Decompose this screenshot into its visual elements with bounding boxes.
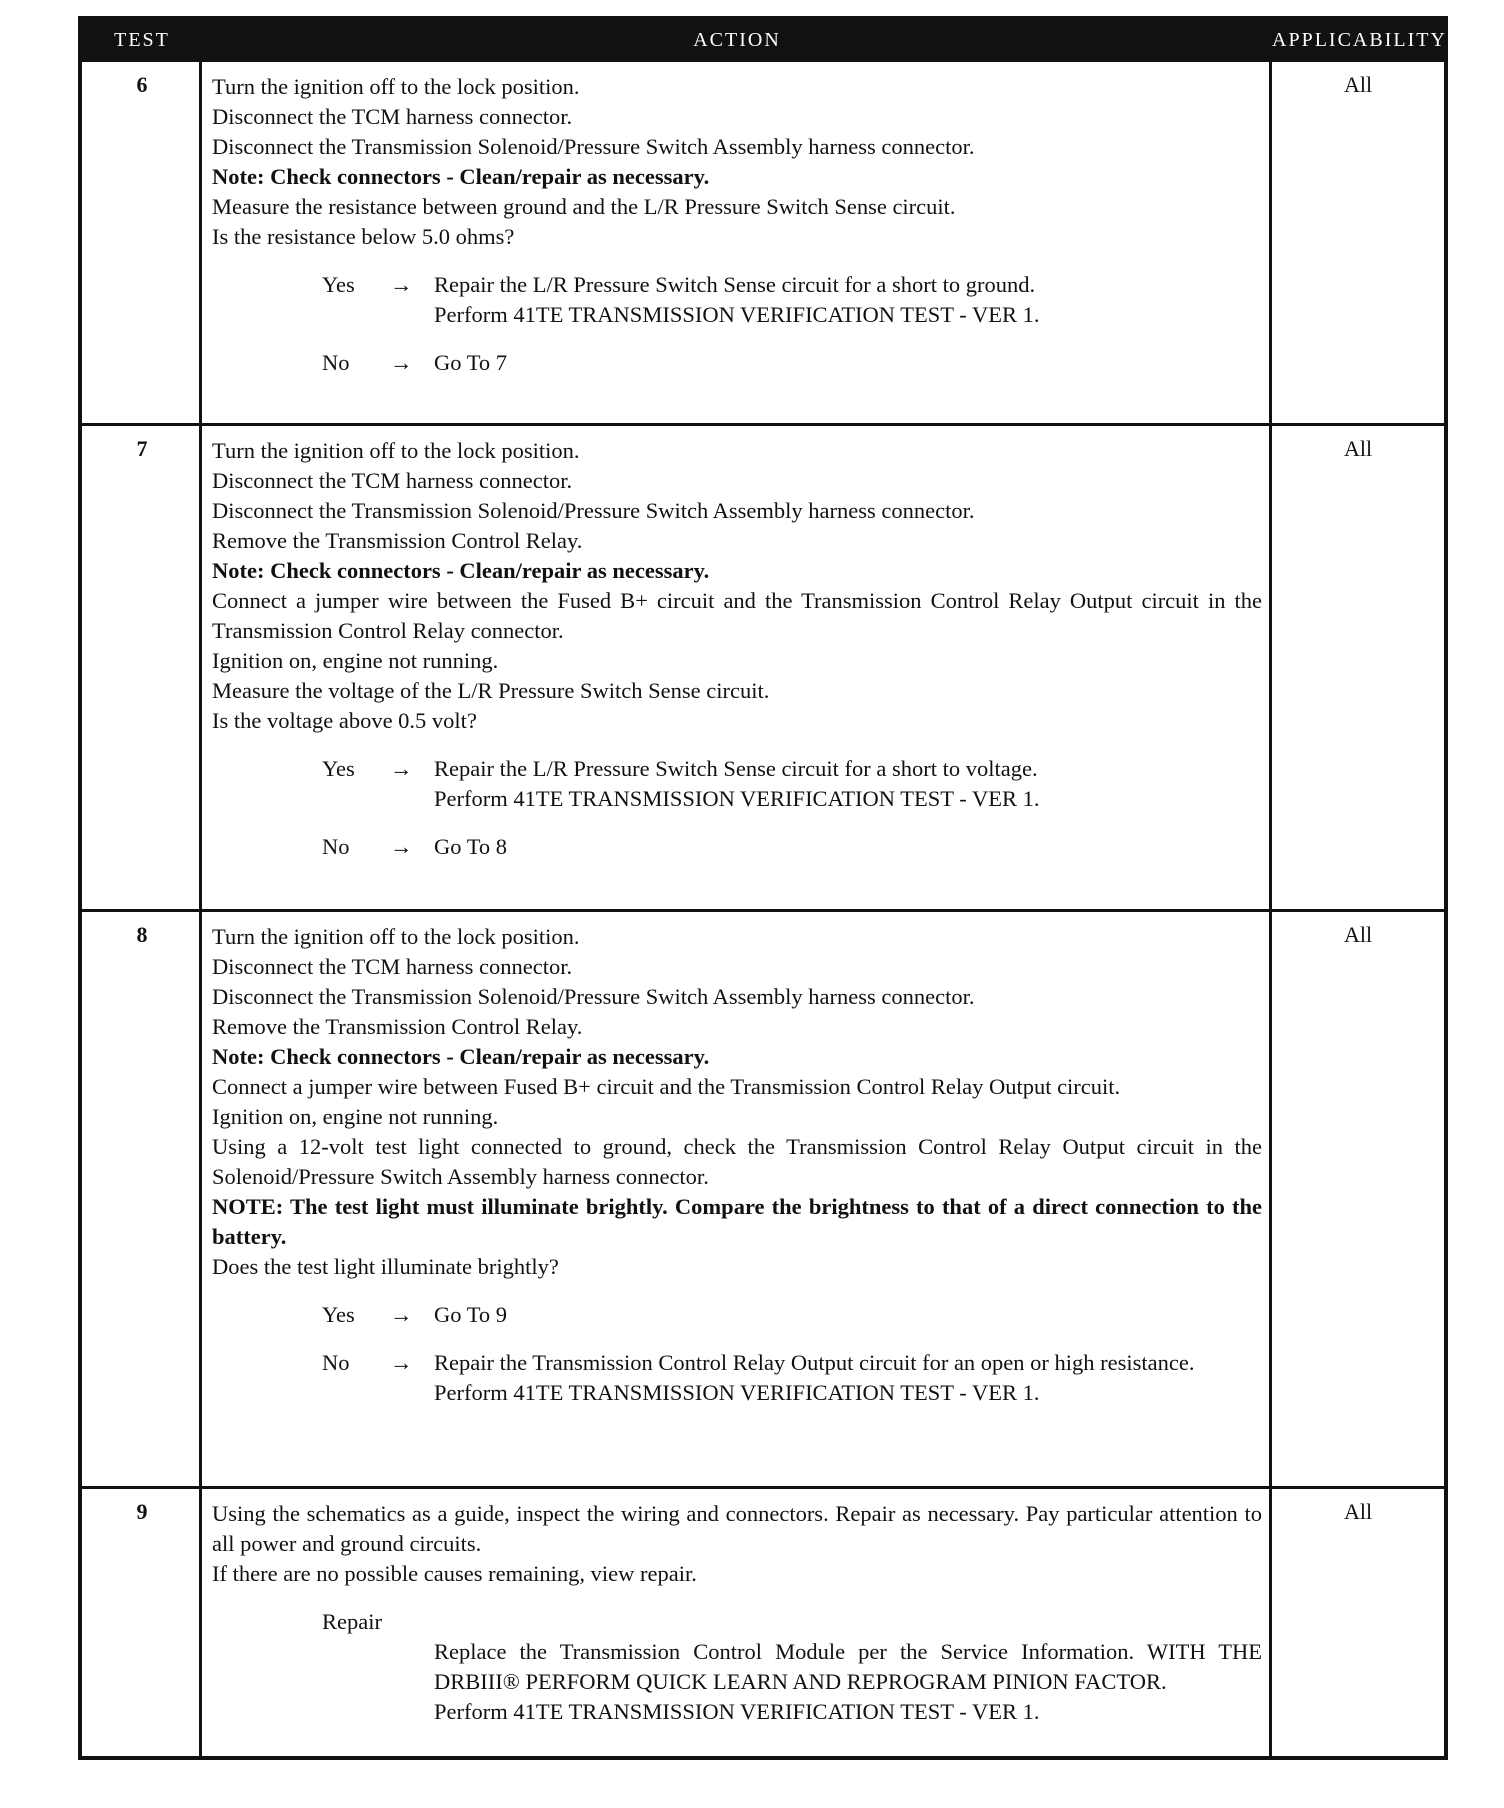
header-test: TEST bbox=[114, 29, 170, 51]
question-text: Is the voltage above 0.5 volt? bbox=[212, 708, 477, 733]
no-label: No bbox=[322, 1350, 350, 1375]
step-text: Remove the Transmission Control Relay. bbox=[212, 528, 583, 553]
test-number: 6 bbox=[136, 72, 148, 97]
no-result: Go To 8 bbox=[434, 834, 508, 859]
table-row bbox=[82, 912, 1444, 1489]
action-cell bbox=[212, 922, 1262, 1408]
no-label: No bbox=[322, 350, 350, 375]
action-cell bbox=[212, 72, 1262, 378]
step-text: Turn the ignition off to the lock position. bbox=[212, 74, 580, 99]
step-text: Using a 12-volt test light connected to ground, check the Transmission Control Relay Output circuit in the Solenoid/Pressure Switch Assembly harness connector. bbox=[212, 1134, 1262, 1189]
action-cell bbox=[212, 1499, 1262, 1727]
arrow-icon: → bbox=[390, 834, 413, 859]
step-text: Turn the ignition off to the lock position. bbox=[212, 924, 580, 949]
step-text: Disconnect the TCM harness connector. bbox=[212, 468, 573, 493]
no-result: Repair the Transmission Control Relay Output circuit for an open or high resistance. bbox=[434, 1350, 1195, 1375]
step-text: Disconnect the TCM harness connector. bbox=[212, 954, 573, 979]
step-text: Disconnect the TCM harness connector. bbox=[212, 104, 573, 129]
arrow-icon: → bbox=[390, 756, 413, 781]
repair-label: Repair bbox=[322, 1609, 382, 1634]
table-row bbox=[82, 62, 1444, 426]
note-text: Note: Check connectors - Clean/repair as necessary. bbox=[212, 558, 710, 583]
question-text: Is the resistance below 5.0 ohms? bbox=[212, 224, 515, 249]
step-text: Connect a jumper wire between Fused B+ circuit and the Transmission Control Relay Output circuit. bbox=[212, 1074, 1121, 1099]
diagnostic-table bbox=[78, 16, 1448, 1760]
note-text: Note: Check connectors - Clean/repair as necessary. bbox=[212, 164, 710, 189]
header-action: ACTION bbox=[693, 29, 781, 51]
test-number: 8 bbox=[136, 922, 148, 947]
table-row bbox=[82, 1489, 1444, 1760]
no-branch bbox=[212, 1348, 1262, 1408]
step-text: Measure the voltage of the L/R Pressure Switch Sense circuit. bbox=[212, 678, 770, 703]
yes-branch bbox=[212, 754, 1262, 814]
step-text: If there are no possible causes remaining, view repair. bbox=[212, 1561, 697, 1586]
arrow-icon: → bbox=[390, 1302, 413, 1327]
arrow-icon: → bbox=[390, 272, 413, 297]
yes-label: Yes bbox=[322, 272, 355, 297]
step-text: Turn the ignition off to the lock position. bbox=[212, 438, 580, 463]
verification-step: Perform 41TE TRANSMISSION VERIFICATION TEST - VER 1. bbox=[434, 786, 1040, 811]
applicability-cell: All bbox=[1343, 436, 1373, 461]
verification-step: Perform 41TE TRANSMISSION VERIFICATION TEST - VER 1. bbox=[434, 1380, 1040, 1405]
applicability-cell: All bbox=[1343, 922, 1373, 947]
yes-result: Repair the L/R Pressure Switch Sense circuit for a short to ground. bbox=[434, 272, 1036, 297]
table-header bbox=[82, 20, 1447, 62]
header-applicability: APPLICABILITY bbox=[1272, 29, 1447, 51]
step-text: Disconnect the Transmission Solenoid/Pressure Switch Assembly harness connector. bbox=[212, 498, 975, 523]
step-text: Connect a jumper wire between the Fused B+ circuit and the Transmission Control Relay Output circuit in the Transmission Control Relay connector. bbox=[212, 588, 1262, 643]
note-text: Note: Check connectors - Clean/repair as necessary. bbox=[212, 1044, 710, 1069]
yes-branch bbox=[212, 270, 1262, 330]
note-text: NOTE: The test light must illuminate brightly. Compare the brightness to that of a direct connection to the battery. bbox=[212, 1194, 1262, 1249]
no-branch bbox=[212, 348, 1262, 378]
verification-step: Perform 41TE TRANSMISSION VERIFICATION TEST - VER 1. bbox=[434, 1699, 1040, 1724]
step-text: Using the schematics as a guide, inspect the wiring and connectors. Repair as necessary. Pay particular attention to all power and ground circuits. bbox=[212, 1501, 1262, 1556]
yes-label: Yes bbox=[322, 1302, 355, 1327]
no-branch bbox=[212, 832, 1262, 862]
yes-result: Repair the L/R Pressure Switch Sense circuit for a short to voltage. bbox=[434, 756, 1038, 781]
table-row bbox=[82, 426, 1444, 912]
step-text: Remove the Transmission Control Relay. bbox=[212, 1014, 583, 1039]
step-text: Disconnect the Transmission Solenoid/Pressure Switch Assembly harness connector. bbox=[212, 984, 975, 1009]
step-text: Ignition on, engine not running. bbox=[212, 648, 499, 673]
arrow-icon: → bbox=[390, 1350, 413, 1375]
test-number: 7 bbox=[136, 436, 148, 461]
yes-label: Yes bbox=[322, 756, 355, 781]
step-text: Measure the resistance between ground and the L/R Pressure Switch Sense circuit. bbox=[212, 194, 956, 219]
applicability-cell: All bbox=[1343, 1499, 1373, 1524]
question-text: Does the test light illuminate brightly? bbox=[212, 1254, 559, 1279]
repair-text: Replace the Transmission Control Module per the Service Information. WITH THE DRBIII® PERFORM QUICK LEARN AND REPROGRAM PINION FACTOR. bbox=[434, 1639, 1262, 1694]
action-cell bbox=[212, 436, 1262, 862]
yes-branch bbox=[212, 1300, 1262, 1330]
test-number: 9 bbox=[136, 1499, 148, 1524]
yes-result: Go To 9 bbox=[434, 1302, 508, 1327]
verification-step: Perform 41TE TRANSMISSION VERIFICATION TEST - VER 1. bbox=[434, 302, 1040, 327]
applicability-cell: All bbox=[1343, 72, 1373, 97]
step-text: Ignition on, engine not running. bbox=[212, 1104, 499, 1129]
step-text: Disconnect the Transmission Solenoid/Pressure Switch Assembly harness connector. bbox=[212, 134, 975, 159]
no-label: No bbox=[322, 834, 350, 859]
no-result: Go To 7 bbox=[434, 350, 508, 375]
arrow-icon: → bbox=[390, 350, 413, 375]
